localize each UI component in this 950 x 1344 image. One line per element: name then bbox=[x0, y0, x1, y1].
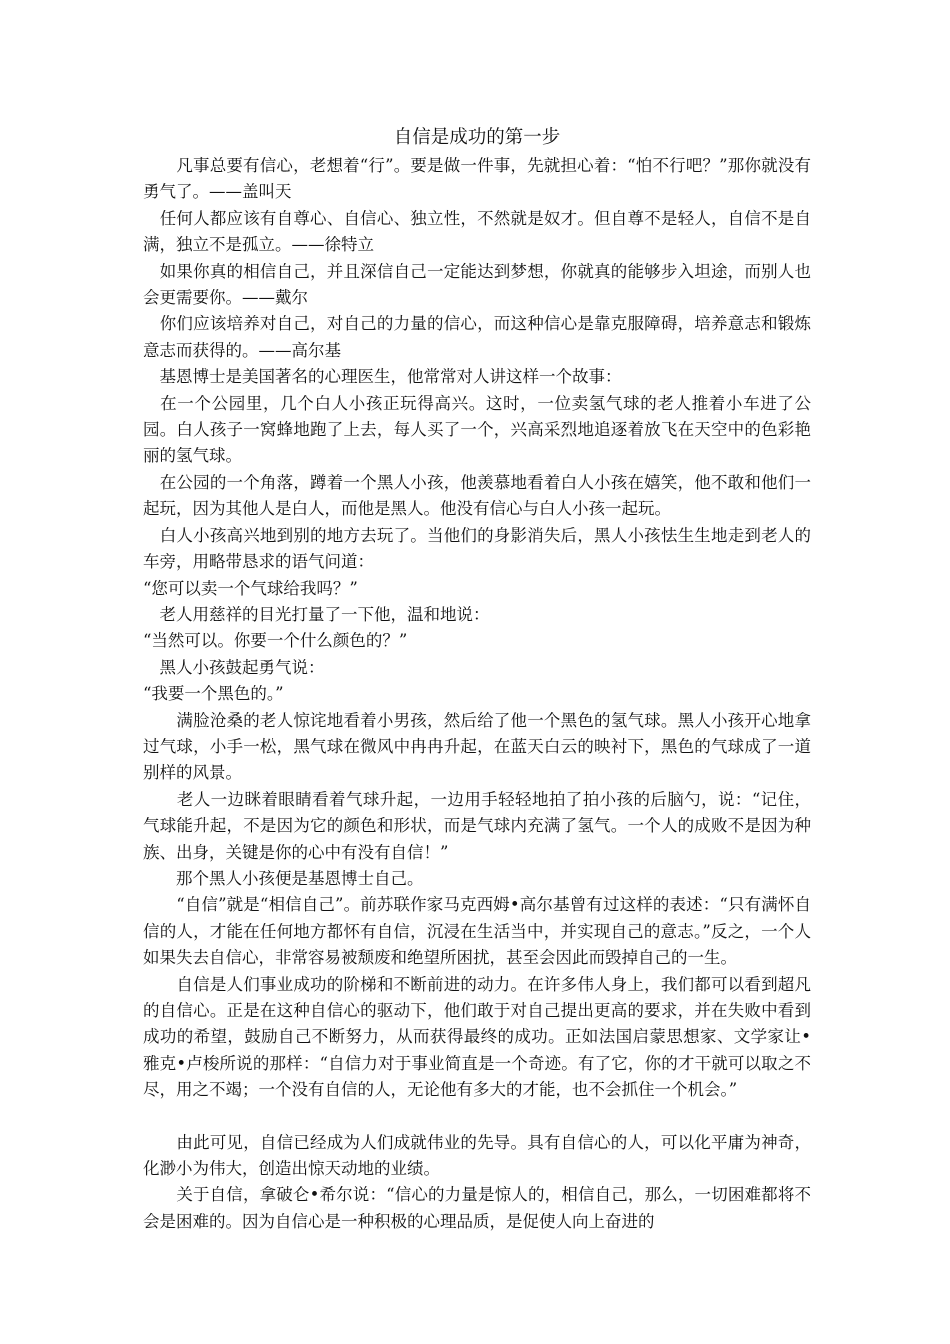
paragraph-quote-dale: 如果你真的相信自己，并且深信自己一定能达到梦想，你就真的能够步入坦途，而别人也会更需要你。——戴尔 bbox=[143, 261, 811, 308]
paragraph-black-balloon: 满脸沧桑的老人惊诧地看着小男孩，然后给了他一个黑色的氢气球。黑人小孩开心地拿过气球，小手一松，黑气球在微风中冉冉升起，在蓝天白云的映衬下，黑色的气球成了一道别样的风景。 bbox=[143, 710, 811, 783]
paragraph-story-ask: 白人小孩高兴地到别的地方去玩了。当他们的身影消失后，黑人小孩怯生生地走到老人的车旁，用略带恳求的语气问道： bbox=[143, 525, 811, 572]
paragraph-rousseau: 自信是人们事业成功的阶梯和不断前进的动力。在许多伟人身上，我们都可以看到超凡的自信心。正是在这种自信心的驱动下，他们敢于对自己提出更高的要求，并在失败中看到成功的希望，鼓励自己不断努力，从而获得最终的成功。正如法国启蒙思想家、文学家让•雅克•卢梭所说的那样：“自信力对于事业简直是一个奇迹。有了它，你的才干就可以取之不尽，用之不竭；一个没有自信的人，无论他有多大的才能，也不会抓住一个机会。” bbox=[143, 974, 811, 1100]
paragraph-story-intro: 基恩博士是美国著名的心理医生，他常常对人讲这样一个故事： bbox=[143, 367, 622, 387]
document-title: 自信是成功的第一步 bbox=[393, 127, 561, 148]
paragraph-conclusion: 由此可见，自信已经成为人们成就伟业的先导。具有自信心的人，可以化平庸为神奇，化渺小为伟大，创造出惊天动地的业绩。 bbox=[143, 1132, 811, 1179]
paragraph-gorky-statement: “自信”就是“相信自己”。前苏联作家马克西姆•高尔基曾有过这样的表述：“只有满怀自信的人，才能在任何地方都怀有自信，沉浸在生活当中，并实现自己的意志。”反之，一个人如果失去自信心，非常容易被颓废和绝望所困扰，甚至会因此而毁掉自己的一生。 bbox=[143, 895, 811, 968]
paragraph-reveal: 那个黑人小孩便是基恩博士自己。 bbox=[143, 868, 424, 888]
paragraph-dialog-5: “我要一个黑色的。” bbox=[143, 684, 284, 704]
paragraph-quote-xu-teli: 任何人都应该有自尊心、自信心、独立性，不然就是奴才。但自尊不是轻人，自信不是自满，独立不是孤立。——徐特立 bbox=[143, 208, 811, 255]
paragraph-story-corner: 在公园的一个角落，蹲着一个黑人小孩，他羡慕地看着白人小孩在嬉笑，他不敢和他们一起玩，因为其他人是白人，而他是黑人。他没有信心与白人小孩一起玩。 bbox=[143, 472, 811, 519]
document-body bbox=[143, 123, 811, 1235]
paragraph-dialog-4: 黑人小孩鼓起勇气说： bbox=[143, 657, 325, 677]
paragraph-napoleon-hill: 关于自信，拿破仑•希尔说：“信心的力量是惊人的，相信自己，那么，一切困难都将不会是困难的。因为自信心是一种积极的心理品质，是促使人向上奋进的 bbox=[143, 1185, 811, 1231]
paragraph-dialog-2: 老人用慈祥的目光打量了一下他，温和地说： bbox=[143, 604, 490, 624]
paragraph-quote-gorky: 你们应该培养对自己，对自己的力量的信心，而这种信心是靠克服障碍，培养意志和锻炼意志而获得的。——高尔基 bbox=[143, 314, 811, 360]
paragraph-dialog-3: “当然可以。你要一个什么颜色的？” bbox=[143, 631, 408, 651]
paragraph-story-park: 在一个公园里，几个白人小孩正玩得高兴。这时，一位卖氢气球的老人推着小车进了公园。白人孩子一窝蜂地跑了上去，每人买了一个，兴高采烈地追逐着放飞在天空中的色彩艳丽的氢气球。 bbox=[143, 393, 811, 466]
paragraph-quote-gai-jiaotian: 凡事总要有信心，老想着“行”。要是做一件事，先就担心着：“怕不行吧？”那你就没有勇气了。——盖叫天 bbox=[143, 156, 811, 202]
blank-line bbox=[143, 1104, 811, 1130]
paragraph-dialog-1: “您可以卖一个气球给我吗？” bbox=[143, 578, 358, 598]
paragraph-old-man-words: 老人一边眯着眼睛看着气球升起，一边用手轻轻地拍了拍小孩的后脑勺，说：“记住，气球能升起，不是因为它的颜色和形状，而是气球内充满了氢气。一个人的成败不是因为种族、出身，关键是你的心中有没有自信！” bbox=[143, 789, 811, 862]
